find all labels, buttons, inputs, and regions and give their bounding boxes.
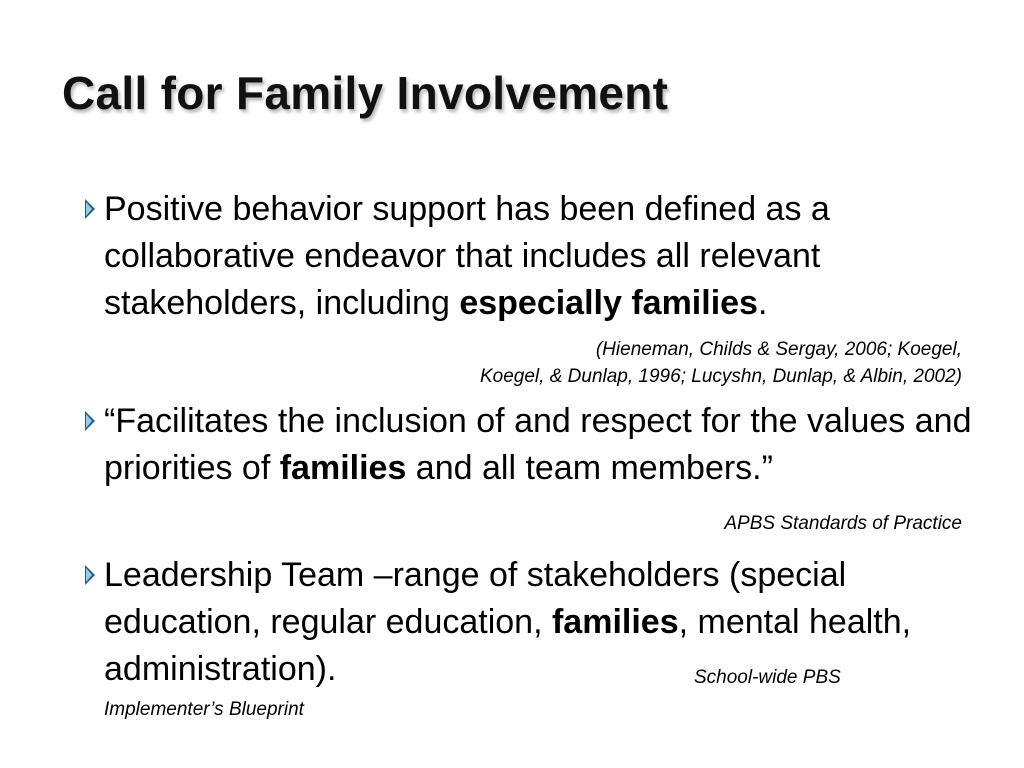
citation-line: Koegel, & Dunlap, 1996; Lucyshn, Dunlap, & Albin, 2002) — [479, 366, 962, 387]
bullet-item — [104, 186, 974, 327]
bullet-item — [104, 398, 974, 492]
bullet-item — [104, 552, 974, 693]
triangle-bullet-icon — [85, 565, 95, 585]
emphasis-text: especially families — [459, 284, 758, 322]
bullet-text: Leadership Team –range of stakeholders (special education, regular education, families, mental health, administration). — [104, 556, 912, 688]
bullet-text: Positive behavior support has been defined as a collaborative endeavor that includes all relevant stakeholders, including especially families. — [104, 190, 830, 322]
triangle-bullet-icon — [85, 199, 95, 219]
bullet-text: “Facilitates the inclusion of and respect for the values and priorities of families and all team members.” — [104, 402, 972, 487]
citation-line: (Hieneman, Childs & Sergay, 2006; Koegel, — [595, 339, 962, 360]
slide-title: Call for Family Involvement — [62, 67, 669, 119]
emphasis-text: families — [279, 449, 407, 487]
citation-line: Implementer’s Blueprint — [104, 699, 304, 720]
citation: APBS Standards of Practice — [724, 513, 962, 534]
citation-line: School-wide PBS — [694, 667, 841, 688]
triangle-bullet-icon — [85, 411, 95, 431]
emphasis-text: families — [551, 603, 679, 641]
